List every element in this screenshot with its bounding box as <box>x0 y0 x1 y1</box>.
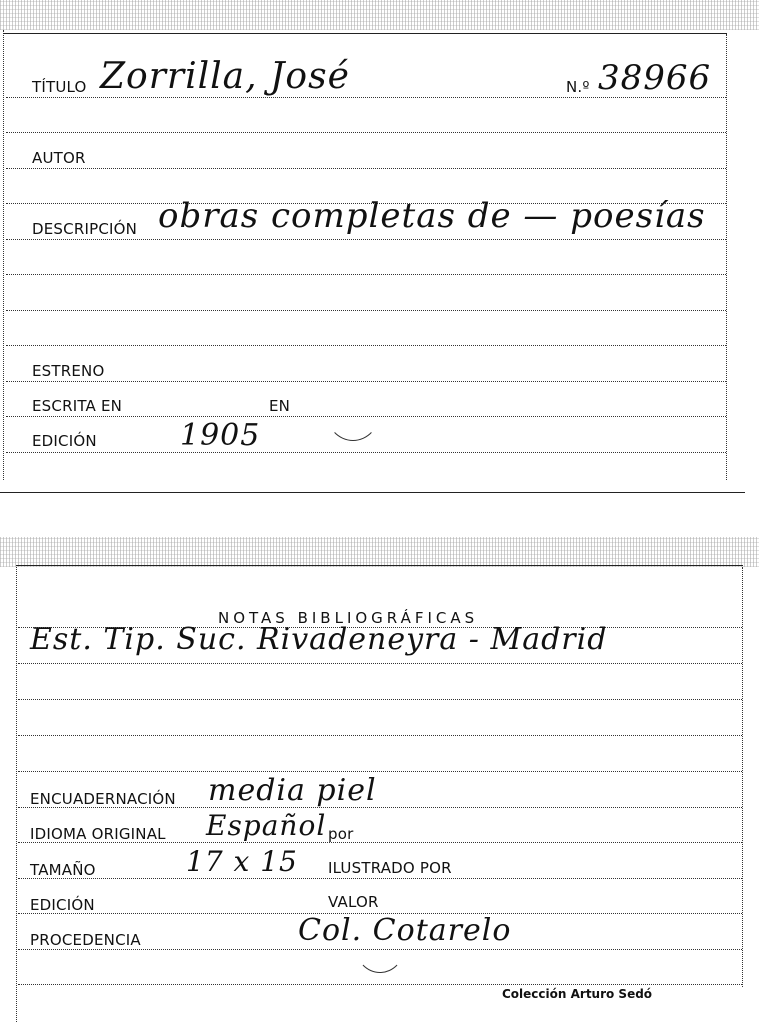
rule-notas-2 <box>18 663 742 664</box>
rule-tamano <box>18 878 742 879</box>
por-label: por <box>328 825 354 843</box>
encuadernacion-value: media piel <box>208 773 377 808</box>
rule-notas-5 <box>18 771 742 772</box>
idioma-label: IDIOMA ORIGINAL <box>30 825 166 843</box>
procedencia-label: PROCEDENCIA <box>30 931 141 949</box>
collection-footer: Colección Arturo Sedó <box>502 987 653 1001</box>
rule-last <box>18 984 742 985</box>
punch-hole-mark <box>326 383 380 441</box>
rule-2 <box>6 132 726 133</box>
catalog-card-top <box>0 0 759 492</box>
descripcion-label: DESCRIPCIÓN <box>32 220 138 238</box>
rule-edicion <box>6 452 726 453</box>
autor-label: AUTOR <box>32 149 86 167</box>
rule-8 <box>6 345 726 346</box>
punch-hole-mark-2 <box>355 919 405 973</box>
numero-value: 38966 <box>598 58 712 98</box>
titulo-label: TÍTULO <box>32 78 87 96</box>
tamano-value: 17 x 15 <box>186 845 298 878</box>
card2-left-border <box>16 567 17 1022</box>
notas-value: Est. Tip. Suc. Rivadeneyra - Madrid <box>30 622 608 657</box>
catalog-card-bottom <box>0 537 759 1028</box>
card-left-border <box>3 30 4 480</box>
rule-7 <box>6 310 726 311</box>
rule-descripcion <box>6 239 726 240</box>
card-right-border <box>726 34 727 480</box>
encuadernacion-label: ENCUADERNACIÓN <box>30 790 176 808</box>
procedencia-value: Col. Cotarelo <box>298 913 512 948</box>
titulo-value: Zorrilla, José <box>100 56 350 97</box>
descripcion-value: obras completas de — poesías <box>158 196 706 236</box>
rule-notas-4 <box>18 735 742 736</box>
scan-noise-top <box>0 0 759 30</box>
notas-heading: NOTAS BIBLIOGRÁFICAS <box>218 609 479 627</box>
edicion2-label: EDICIÓN <box>30 896 95 914</box>
card2-top-border <box>16 565 743 566</box>
en-label: EN <box>269 397 291 415</box>
ilustrado-label: ILUSTRADO POR <box>328 859 452 877</box>
edicion-label: EDICIÓN <box>32 432 97 450</box>
rule-autor <box>6 168 726 169</box>
card2-right-border <box>742 567 743 987</box>
escrita-en-label: ESCRITA EN <box>32 397 123 415</box>
numero-label: N.º <box>566 78 590 96</box>
tamano-label: TAMAÑO <box>30 861 96 879</box>
rule-notas-3 <box>18 699 742 700</box>
rule-6 <box>6 274 726 275</box>
scan-noise-bottom <box>0 537 759 567</box>
card-separator <box>0 492 745 493</box>
rule-estreno <box>6 381 726 382</box>
estreno-label: ESTRENO <box>32 362 105 380</box>
valor-label: VALOR <box>328 893 379 911</box>
edicion-value: 1905 <box>180 418 261 453</box>
idioma-value: Español <box>206 809 327 842</box>
card-top-border <box>3 33 727 34</box>
